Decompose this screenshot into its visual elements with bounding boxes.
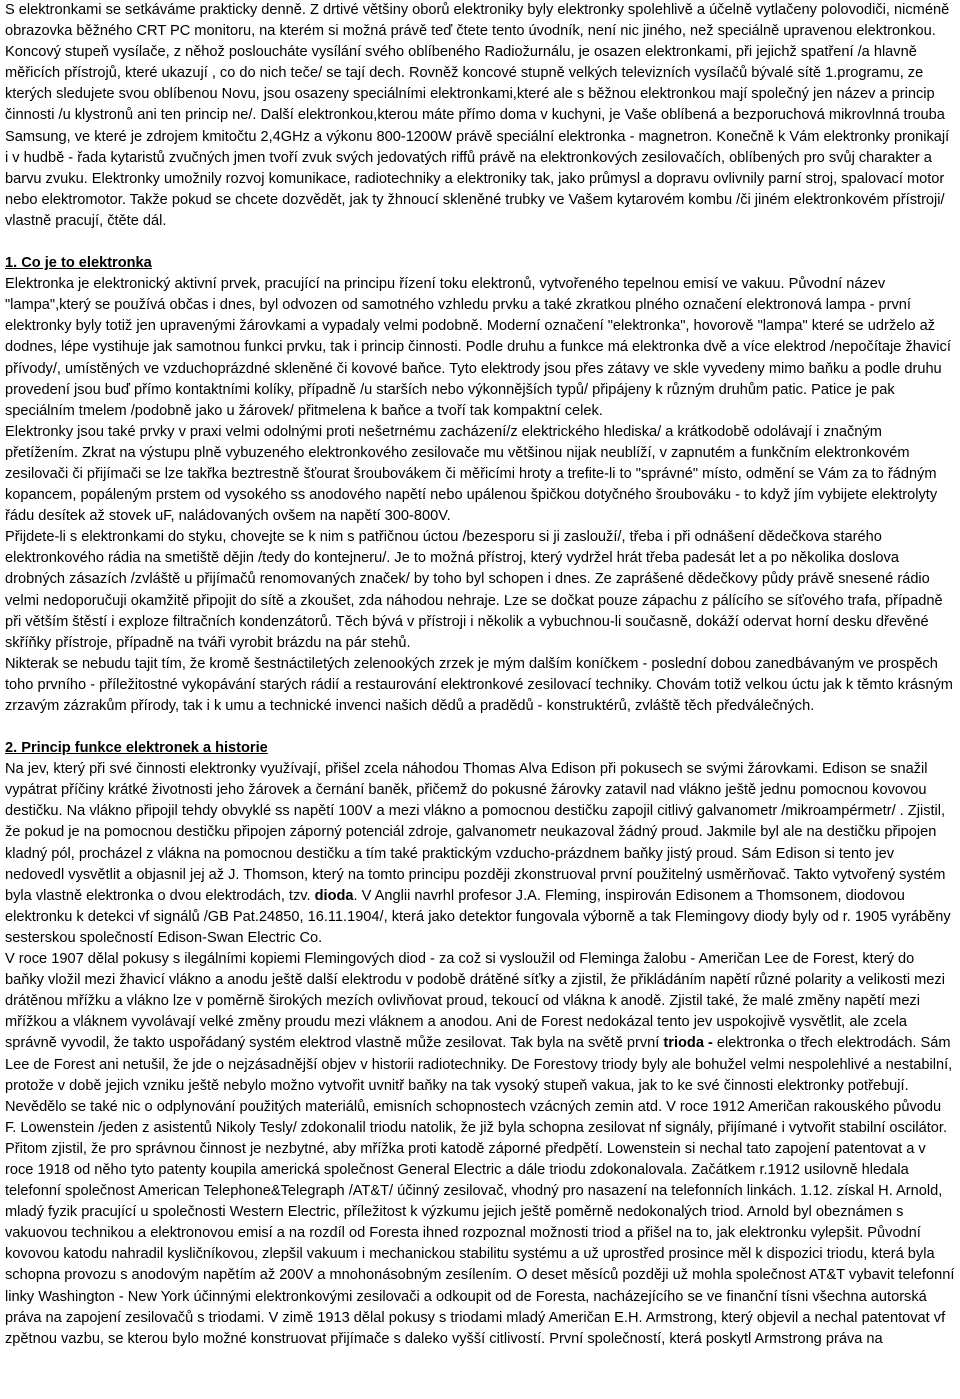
intro-paragraph: S elektronkami se setkáváme prakticky denně. Z drtivé většiny oborů elektroniky byly elektronky spolehlivě a účelně vytlačeny polovodiči, nicméně obrazovka běžného CRT PC monitoru, na kterém si možná právě teď čtete tento úvodník, není nic jiného, než speciálně upravenou elektronkou. Koncový stupeň vysílače, z něhož posloucháte vysílání svého oblíbeného Radiožurnálu, je osazen elektronkami, při jejichž spatření /a hlavně měřicích přístrojů, které ukazují , co do nich teče/ se tají dech. Rovněž koncové stupně velkých televizních vysílačů bývalé sítě 1.programu, ze kterých sledujete svou oblíbenou Novu, jsou osazeny speciálními elektronkami,které ale s běžnou elektronkou mají společný jen název a princip činnosti /u klystronů ani ten princip ne/. Další elektronkou,kterou máte přímo doma v kuchyni, je Vaše oblíbená a bezporuchová mikrovlnná trouba Samsung, ve které je zdrojem kmitočtu 2,4GHz a výkonu 800-1200W právě speciální elektronka - magnetron. Konečně k Vám elektronky pronikají i v hudbě - řada kytaristů zvučných jmen tvoří zvuk svých jedovatých riffů právě na elektronkových zesilovačích, oblíbených pro svůj charakter a barvu zvuku. Elektronky umožnily rozvoj komunikace, radiotechniky a elektroniky tak, jako průmysl a dopravu ovlivnily parní stroj, spalovací motor nebo elektromotor. Takže pokud se chcete dozvědět, jak ty žhnoucí skleněné trubky ve Vašem kytarovém kombu /či jiném elektronkovém přístroji/ vlastně pracují, čtěte dál. [5,2,950,229]
section-2-p1-text-a: Na jev, který při své činnosti elektronky využívají, přišel zcela náhodou Thomas Alva Edison při pokusech se svými žárovkami. Edison se snažil vypátrat příčiny krátké životnosti jeho žárovek a černání baněk, přičemž do pokusné žárovky zatavil nad vlákno ještě jednu pomocnou kovovou destičku. Na vlákno připojil tehdy obvyklé ss napětí 100V a mezi vlákno a pomocnou destičku zapojil citlivý galvanometr /mikroampérmetr/ . Zjistil, že pokud je na pomocnou destičku připojen záporný potenciál zdroje, galvanometr neukazoval žádný proud. Jakmile byl ale na destičku připojen kladný pól, procházel z vlákna na pomocnou destičku a tím také praktickým vzducho-prázdnem baňky jistý proud. Sám Edison si tento jev nedovedl vysvětlit a objasnil jej až J. Thomson, který na tomto principu později zkonstruoval první použitelný usměrňovač. Takto vytvořený systém byla vlastně elektronka o dvou elektrodách, tzv. [5,761,946,904]
section-2-p2-text-a: V roce 1907 dělal pokusy s ilegálními kopiemi Flemingových diod - za což si vysloužil od Fleminga žalobu - Američan Lee de Forest, který do baňky vložil mezi žhavicí vlákno a anodu ještě další elektrodu v podobě drátěné síťky a zjistil, že přikládáním napětí různé polarity a velikosti mezi drátěnou mřížku a vlákno lze v poměrně širokých mezích ovlivňovat proud, tekoucí od vlákna k anodě. Zjistil také, že malé změny napětí mezi mřížkou a vláknem vyvolávají velké změny proudu mezi vláknem a anodou. Ani de Forest nedokázal tento jev uspokojivě vysvětlit, ale zcela správně vyvodil, že takto uspořádaný systém elektrod vlastně může zesilovat. Tak byla na světě první [5,951,945,1052]
section-2-paragraph-1 [5,759,955,949]
term-dioda: dioda [314,887,354,904]
section-2-p1-text-b: . V Anglii navrhl profesor J.A. Fleming, inspirován Edisonem a Thomsonem, diodovou elektronku k detekci vf signálů /GB Pat.24850, 16.11.1904/, která jako detektor fungovala výborně a tak Flemingovy diody byly od r. 1905 vyráběny sesterskou společností Edison-Swan Electric Co. [5,887,951,946]
section-1-paragraph-4: Nikterak se nebudu tajit tím, že kromě šestnáctiletých zelenookých zrzek je mým dalším koníčkem - poslední dobou zanedbávaným ve prospěch toho prvního - příležitostné vykopávání starých rádií a restaurování elektronkové zesilovací techniky. Chovám totiž velkou úctu jak k těmto krásným zrzavým zázrakům přírody, tak i k umu a technické invenci našich dědů a pradědů - konstruktérů, zvláště těch předválečných. [5,655,953,714]
term-trioda: trioda - [663,1035,713,1052]
section-1-heading: 1. Co je to elektronka [5,255,152,272]
section-2-p2-text-b: elektronka o třech elektrodách. Sám Lee de Forest ani netušil, že jde o nejzásadnější objev v historii radiotechniky. De Forestovy triody byly ale bohužel velmi nespolehlivé a nestabilní, protože v době jejich vzniku ještě nebylo možno vytvořit uvnitř baňky na tak vysoký stupeň vakua, jak to ke své činnosti elektronky potřebují. Nevědělo se také nic o odplynování použitých materiálů, emisních schopnostech vzácných zemin atd. V roce 1912 Američan rakouského původu F. Lowenstein /jeden z asistentů Nikoly Tesly/ zdokonalil triodu natolik, že již byla schopna zesilovat nf signály, přijímané i vytvořit stabilní oscilátor. Přitom zjistil, že pro správnou činnost je nezbytné, aby mřížka proti katodě záporné předpětí. Lowenstein si nechal tato zapojení patentovat a v roce 1918 od něho tyto patenty koupila americká společnost General Electric a dále triodu zdokonalovala. Začátkem r.1912 usilovně hledala telefonní společnost American Telephone&Telegraph /AT&T/ účinný zesilovač, vhodný pro nasazení na telefonních linkách. 1.12. získal H. Arnold, mladý fyzik pracující u společnosti Western Electric, příležitost k výzkumu jejich ještě poměrně nedokonalých triod. Arnold byl obeznámen s vakuovou technikou a elektronovou emisí a na rozdíl od Foresta ihned rozpoznal možnosti triod a přišel na to, jak elektronku vylepšit. Původní kovovou katodu nahradil kysličníkovou, zlepšil vakuum i mechanickou stabilitu systému a už uprostřed prosince měl k dispozici triodu, která byla schopna provozu s anodovým napětím až 200V a mnohonásobným zesílením. O deset měsíců později už mohla společnost AT&T vybavit telefonní linky Washington - New York účinnými elektronkovými zesilovači a odkoupit od de Foresta, nacházejícího se ve finanční tísni všechna autorská práva na zapojení zesilovačů s triodami. V zimě 1913 dělal pokusy s triodami mladý Američan E.H. Armstrong, který objevil a nechal patentovat vf zpětnou vazbu, se kterou bylo možné konstruovat přijímače s daleko vyšší citlivostí. První společností, která poskytl Armstrong práva na [5,1035,955,1347]
section-1-paragraph-2: Elektronky jsou také prvky v praxi velmi odolnými proti nešetrnému zacházení/z elektrického hlediska/ a krátkodobě odolávají i značným přetížením. Zkrat na výstupu plně vybuzeného elektronkového zesilovače mu většinou nijak neublíží, v zapnutém a funkčním elektronkovém zesilovači či přijímači se lze takřka beztrestně šťourat šroubovákem či měřicími hroty a trefite-li to "správné" místo, odmění se Vám za to řádným kopancem, popáleným prstem od vysokého ss anodového napětí nebo upálenou špičkou dotyčného šroubováku - to když jím vybijete elektrolyty řádu desítek až stovek uF, naládovaných ovšem na napětí 300-800V. [5,423,938,525]
section-2-heading: 2. Princip funkce elektronek a historie [5,740,268,757]
section-1-paragraph-3: Přijdete-li s elektronkami do styku, chovejte se k nim s patřičnou úctou /bezesporu si ji zaslouží/, třeba i při odnášení dědečkova starého elektronkového rádia na smetiště dějin /tedy do kontejneru/. Je to možná přístroj, který vydržel hrát třeba padesát let a po několika doslova drobných zásazích /zvláště u přijímačů renomovaných značek/ by toho byl schopen i dnes. Ze zaprášené dědečkovy půdy právě snesené rádio velmi nedoporučuji okamžitě připojit do sítě a zkoušet, zda náhodou nehraje. Lze se dočkat pouze zápachu z pálícího se síťového trafa, případně při větším štěstí i exploze filtračních kondenzátorů. Těch bývá v přístroji i několik a vybuchnou-li současně, dokáží odervat horní desku dřevěné skříňky přístroje, případně na tváři vyrobit brázdu na pár stehů. [5,529,943,651]
section-1-paragraph-1: Elektronka je elektronický aktivní prvek, pracující na principu řízení toku elektronů, vytvořeného tepelnou emisí ve vakuu. Původní název "lampa",který se používá občas i dnes, byl odvozen od samotného vzhledu prvku a také zkratkou plného označení elektronová lampa - první elektronky byly totiž jen upravenými žárovkami a vypadaly velmi podobně. Moderní označení "elektronka", hovorově "lampa" které se udrželo až dodnes, lépe vystihuje jak samotnou funkci prvku, tak i princip činnosti. Podle druhu a funkce má elektronka dvě a více elektrod /nepočítaje žhavicí přívody/, umístěných ve vzduchoprázdné skleněné či kovové baňce. Tyto elektrody jsou přes zátavy ve skle vyvedeny mimo baňku a podle druhu provedení jsou buď přímo kontaktními kolíky, případně /u starších nebo výkonnějších typů/ připájeny k různým druhům patic. Patice je pak speciálním tmelem /podobně jako u žárovek/ přitmelena k baňce a tvoří tak kompaktní celek. [5,276,951,419]
section-2-paragraph-2 [5,949,955,1350]
